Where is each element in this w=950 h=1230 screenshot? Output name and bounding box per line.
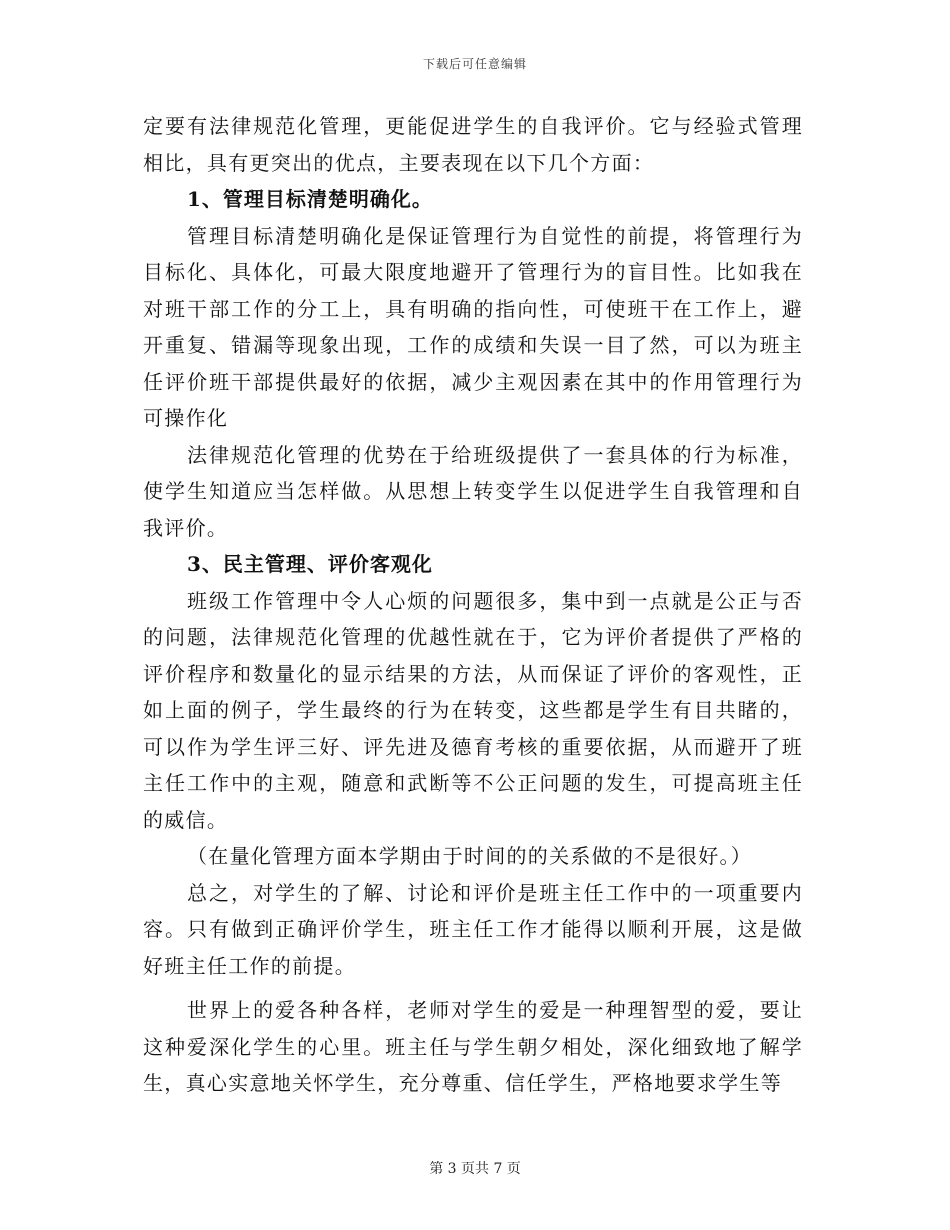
document-body [143,108,803,1102]
section-heading-1: 1、管理目标清楚明确化。 [187,187,433,211]
paragraph-summary: 总之，对学生的了解、讨论和评价是班主任工作中的一项重要内容。只有做到正确评价学生，班主任工作才能得以顺利开展，这是做好班主任工作的前提。 [143,880,803,978]
section-heading-3: 3、民主管理、评价客观化 [187,552,433,576]
paragraph-note: （在量化管理方面本学期由于时间的的关系做的不是很好。） [187,844,753,868]
paragraph-objective-evaluation: 班级工作管理中令人心烦的问题很多，集中到一点就是公正与否的问题，法律规范化管理的优越性就在于，它为评价者提供了严格的评价程序和数量化的显示结果的方法，从而保证了评价的客观性，正如上面的例子，学生最终的行为在转变，这些都是学生有目共睹的，可以作为学生评三好、评先进及德育考核的重要依据，从而避开了班主任工作中的主观，随意和武断等不公正问题的发生，可提高班主任的威信。 [143,588,803,832]
page-header: 下载后可任意编辑 [422,57,527,71]
paragraph-management-goals: 管理目标清楚明确化是保证管理行为自觉性的前提，将管理行为目标化、具体化，可最大限度地避开了管理行为的盲目性。比如我在对班干部工作的分工上，具有明确的指向性，可使班干在工作上，避开重复、错漏等现象出现，工作的成绩和失误一目了然，可以为班主任评价班干部提供最好的依据，减少主观因素在其中的作用管理行为可操作化 [143,223,803,430]
paragraph-continuation: 定要有法律规范化管理，更能促进学生的自我评价。它与经验式管理相比，具有更突出的优点，主要表现在以下几个方面： [143,114,803,175]
paragraph-legal-advantage: 法律规范化管理的优势在于给班级提供了一套具体的行为标准，使学生知道应当怎样做。从思想上转变学生以促进学生自我管理和自我评价。 [143,442,803,540]
paragraph-love: 世界上的爱各种各样，老师对学生的爱是一种理智型的爱，要让这种爱深化学生的心里。班主任与学生朝夕相处，深化细致地了解学生，真心实意地关怀学生，充分尊重、信任学生，严格地要求学生等 [143,998,803,1095]
page-number: 第 3 页共 7 页 [429,1161,521,1177]
